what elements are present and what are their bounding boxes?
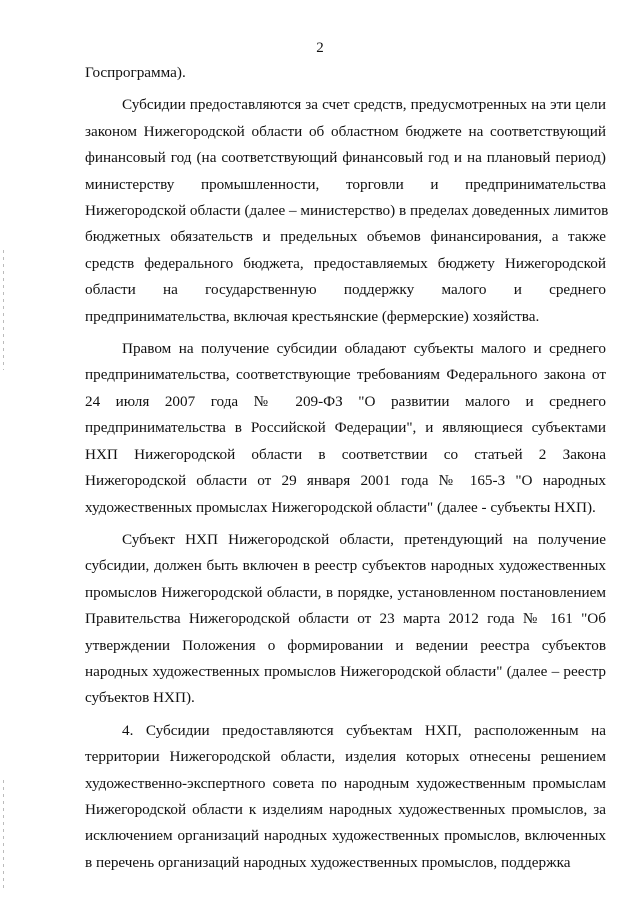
text-line: предпринимательства, включая крестьянские (фермерские) хозяйства. bbox=[85, 307, 540, 325]
text-line: министерству промышленности, торговли и предпринимательства bbox=[85, 175, 606, 193]
text-line: утверждении Положения о формировании и ведении реестра субъектов bbox=[85, 636, 606, 654]
text-line: 4. Субсидии предоставляются субъектам НХП, расположенным на bbox=[122, 721, 606, 739]
text-line: Нижегородской области к изделиям народных художественных промыслов, за bbox=[85, 800, 606, 818]
text-line: области на государственную поддержку малого и среднего bbox=[85, 281, 606, 299]
text-line: НХП Нижегородской области в соответствии со статьей 2 Закона bbox=[85, 445, 606, 463]
text-line: финансовый год (на соответствующий финансовый год и на плановый период) bbox=[85, 149, 606, 167]
text-line: законом Нижегородской области об областном бюджете на соответствующий bbox=[85, 122, 606, 140]
text-line: Субсидии предоставляются за счет средств, предусмотренных на эти цели bbox=[122, 96, 606, 114]
text-line: Субъект НХП Нижегородской области, претендующий на получение bbox=[122, 530, 606, 548]
text-line: предпринимательства в Российской Федерации", и являющиеся субъектами bbox=[85, 419, 606, 437]
text-line: исключением организаций народных художественных промыслов, включенных bbox=[85, 827, 606, 845]
paragraph bbox=[85, 718, 606, 876]
text-line: Правом на получение субсидии обладают субъекты малого и среднего bbox=[122, 340, 606, 358]
text-line: промыслов Нижегородской области, в порядке, установленном постановлением bbox=[85, 583, 606, 601]
text-line: предпринимательства, соответствующие требованиям Федерального закона от bbox=[85, 366, 606, 384]
page-number: 2 bbox=[316, 40, 324, 56]
text-line: народных художественных промыслов Нижегородской области" (далее – реестр bbox=[85, 662, 606, 680]
text-line: бюджетных обязательств и предельных объемов финансирования, а также bbox=[85, 228, 606, 246]
text-line: в перечень организаций народных художественных промыслов, поддержка bbox=[85, 853, 571, 871]
paragraph bbox=[85, 336, 606, 521]
paragraph bbox=[85, 527, 606, 712]
text-line: Нижегородской области от 29 января 2001 года № 165-З "О народных bbox=[85, 472, 606, 490]
text-line: 24 июля 2007 года № 209-ФЗ "О развитии малого и среднего bbox=[85, 392, 606, 410]
text-line: Госпрограмма). bbox=[85, 64, 186, 81]
scan-edge-mark bbox=[3, 780, 4, 890]
document-body bbox=[85, 60, 609, 876]
paragraph bbox=[85, 92, 609, 330]
paragraph bbox=[85, 60, 606, 86]
text-line: Нижегородской области (далее – министерство) в пределах доведенных лимитов bbox=[85, 202, 609, 220]
text-line: субсидии, должен быть включен в реестр субъектов народных художественных bbox=[85, 557, 606, 575]
text-line: Правительства Нижегородской области от 23 марта 2012 года № 161 "Об bbox=[85, 610, 606, 628]
text-line: художественных промыслах Нижегородской области" (далее - субъекты НХП). bbox=[85, 498, 596, 516]
scan-edge-mark bbox=[3, 250, 4, 370]
text-line: территории Нижегородской области, изделия которых отнесены решением bbox=[85, 748, 606, 766]
text-line: художественно-экспертного совета по народным художественным промыслам bbox=[85, 774, 606, 792]
text-line: средств федерального бюджета, предоставляемых бюджету Нижегородской bbox=[85, 254, 606, 272]
text-line: субъектов НХП). bbox=[85, 689, 195, 707]
